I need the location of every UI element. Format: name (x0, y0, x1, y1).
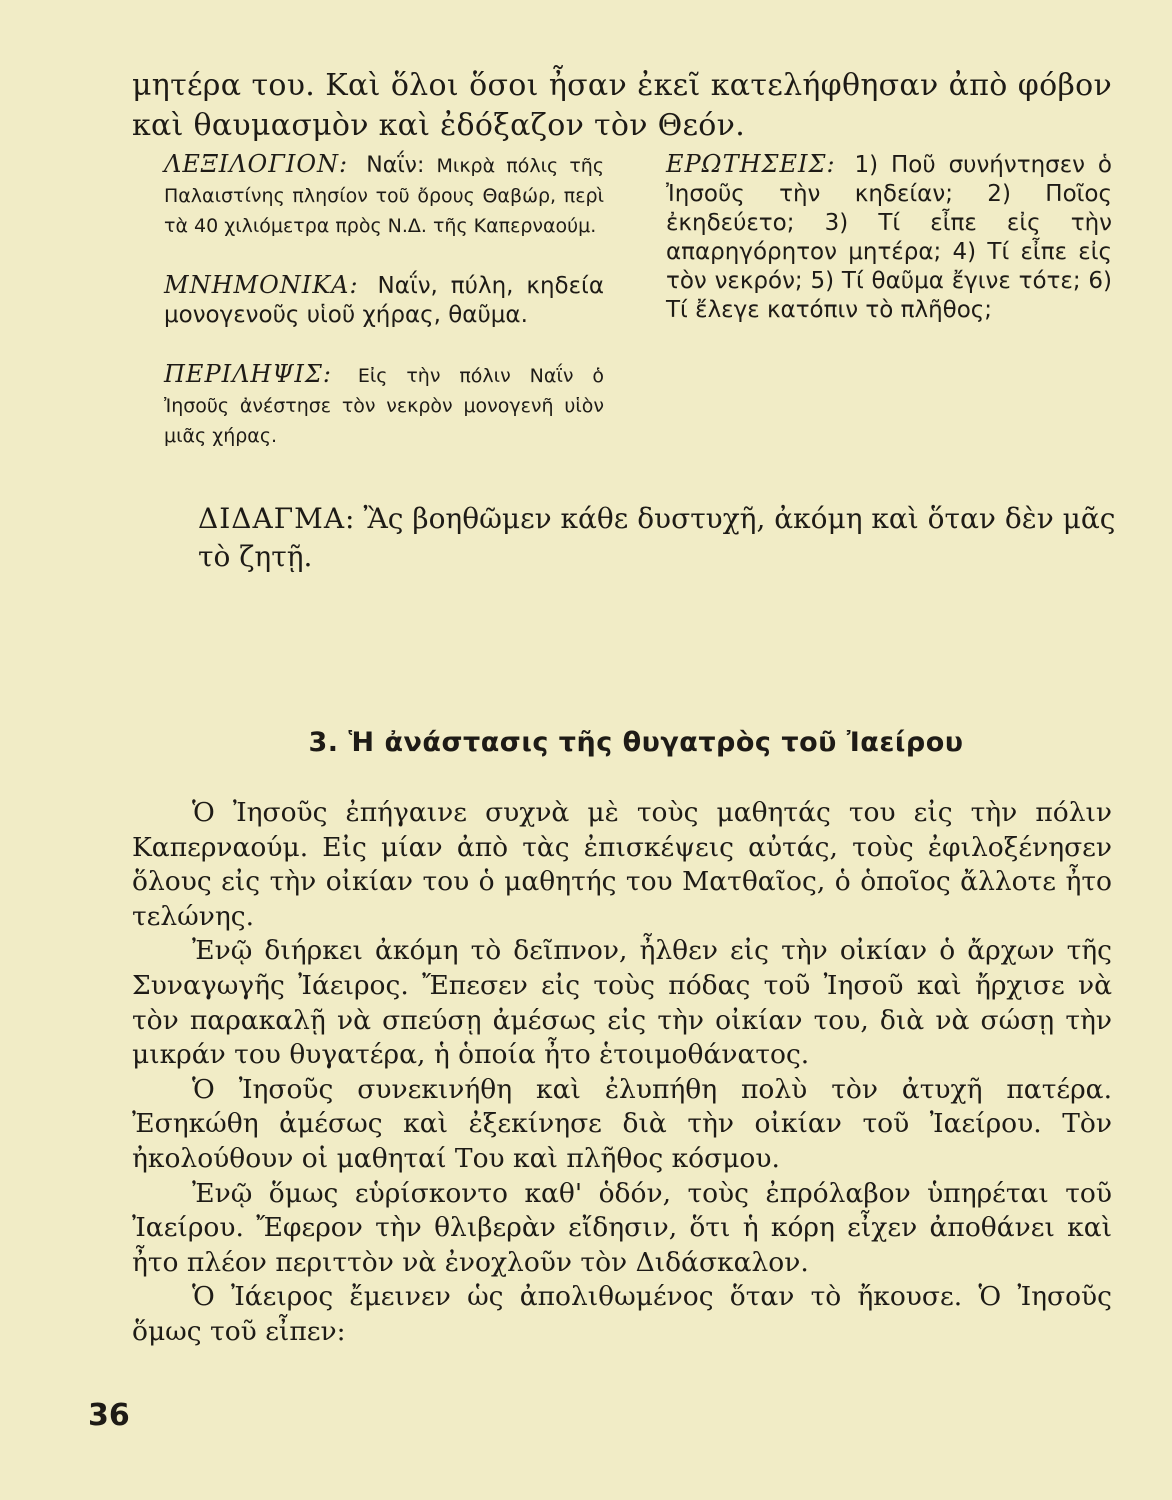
mnemonics-note (164, 271, 604, 330)
chapter-body (132, 796, 1112, 1350)
glossary-label: ΛΕΞΙΛΟΓΙΟΝ: (164, 150, 349, 178)
body-paragraph: Ἐνῷ ὅμως εὑρίσκοντο καθ' ὁδόν, τοὺς ἐπρόλαβον ὑπηρέται τοῦ Ἰαείρου. Ἔφερον τὴν θλιβερὰν εἴδησιν, ὅτι ἡ κόρη εἶχεν ἀποθάνει καὶ ἦτο πλέον περιττὸν νὰ ἐνοχλοῦν τὸν Διδάσκαλον. (132, 1177, 1112, 1278)
body-paragraph: Ὁ Ἰάειρος ἔμεινεν ὡς ἀπολιθωμένος ὅταν τὸ ἤκουσε. Ὁ Ἰησοῦς ὅμως τοῦ εἶπεν: (132, 1281, 1112, 1347)
body-paragraph: Ὁ Ἰησοῦς συνεκινήθη καὶ ἐλυπήθη πολὺ τὸν ἀτυχῆ πατέρα. Ἐσηκώθη ἀμέσως καὶ ἐξεκίνησε διὰ τὴν οἰκίαν τοῦ Ἰαείρου. Τὸν ἠκολούθουν οἱ μαθηταί Του καὶ πλῆθος κόσμου. (132, 1073, 1112, 1174)
glossary-text: Μικρὰ πόλις τῆς Παλαιστίνης πλησίον τοῦ ὄρους Θαβώρ, περὶ τὰ 40 χιλιόμετρα πρὸς Ν.Δ. τῆς Καπερναούμ. (164, 155, 604, 237)
notes-right-column (666, 150, 1112, 355)
lesson-paragraph (198, 500, 1118, 576)
mnemonics-text: Ναΐν, πύλη, κηδεία μονογενοῦς υἱοῦ χήρας, θαῦμα. (164, 273, 604, 328)
lesson-note (198, 500, 1118, 576)
lesson-label: ΔΙΔΑΓΜΑ: (198, 502, 356, 535)
intro-text (132, 66, 1112, 146)
lesson-text: Ἂς βοηθῶμεν κάθε δυστυχῆ, ἀκόμη καὶ ὅταν δὲν μᾶς τὸ ζητῇ. (198, 502, 1116, 573)
mnemonics-label: ΜΝΗΜΟΝΙΚΑ: (164, 271, 359, 299)
glossary-term: Ναΐν: (366, 153, 425, 178)
summary-note (164, 360, 604, 451)
body-paragraph: Ὁ Ἰησοῦς ἐπήγαινε συχνὰ μὲ τοὺς μαθητάς του εἰς τὴν πόλιν Καπερναούμ. Εἰς μίαν ἀπὸ τὰς ἐπισκέψεις αὐτάς, τοὺς ἐφιλοξένησεν ὅλους εἰς τὴν οἰκίαν του ὁ μαθητής του Ματθαῖος, ὁ ὁποῖος ἄλλοτε ἦτο τελώνης. (132, 797, 1112, 932)
section-title: 3. Ἡ ἀνάστασις τῆς θυγατρὸς τοῦ Ἰαείρου (308, 727, 964, 758)
glossary-note (164, 150, 604, 241)
intro-paragraph: μητέρα του. Καὶ ὅλοι ὅσοι ἦσαν ἐκεῖ κατελήφθησαν ἀπὸ φόβον καὶ θαυμασμὸν καὶ ἐδόξαζον τὸν Θεόν. (132, 68, 1112, 143)
questions-label: ΕΡΩΤΗΣΕΙΣ: (666, 150, 836, 178)
summary-label: ΠΕΡΙΛΗΨΙΣ: (164, 360, 332, 388)
questions-note (666, 150, 1112, 325)
notes-left-column (164, 150, 604, 481)
body-paragraph: Ἐνῷ διήρκει ἀκόμη τὸ δεῖπνον, ἦλθεν εἰς τὴν οἰκίαν ὁ ἄρχων τῆς Συναγωγῆς Ἰάειρος. Ἔπεσεν εἰς τοὺς πόδας τοῦ Ἰησοῦ καὶ ἤρχισε νὰ τὸν παρακαλῇ νὰ σπεύσῃ ἀμέσως εἰς τὴν οἰκίαν του, διὰ νὰ σώσῃ τὴν μικράν του θυγατέρα, ἡ ὁποία ἦτο ἑτοιμοθάνατος. (132, 935, 1112, 1071)
summary-text: Εἰς τὴν πόλιν Ναΐν ὁ Ἰησοῦς ἀνέστησε τὸν νεκρὸν μονογενῆ υἱὸν μιᾶς χήρας. (164, 365, 604, 447)
questions-text: 1) Ποῦ συνήντησεν ὁ Ἰησοῦς τὴν κηδείαν; 2) Ποῖος ἐκηδεύετο; 3) Τί εἶπε εἰς τὴν απαρηγόρητον μητέρα; 4) Τί εἶπε εἰς τὸν νεκρόν; 5) Τί θαῦμα ἔγινε τότε; 6) Τί ἔλεγε κατόπιν τὸ πλῆθος; (666, 152, 1112, 323)
page-number: 36 (88, 1398, 130, 1433)
